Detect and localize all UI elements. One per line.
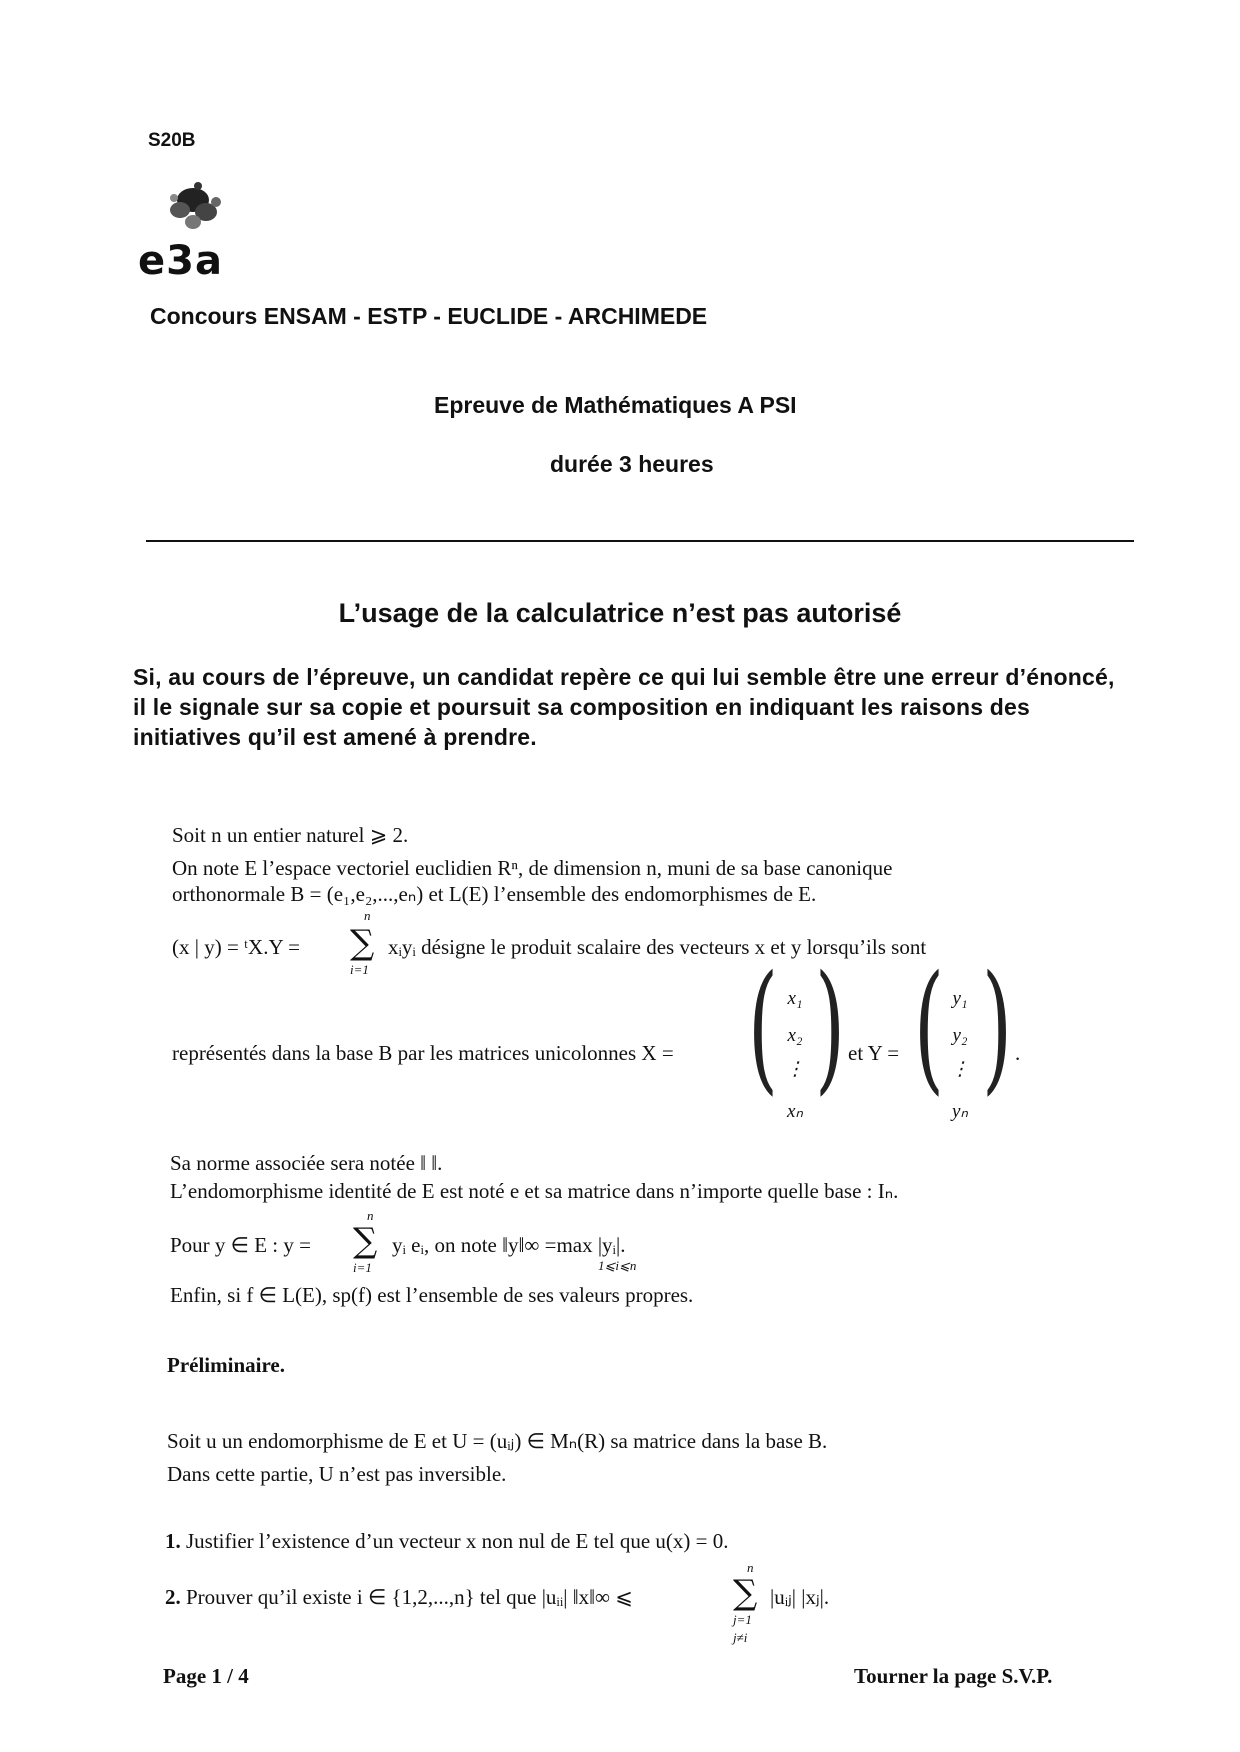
matrix-y-entry: y₂ <box>952 1025 968 1046</box>
prelim-line-1: Soit u un endomorphisme de E et U = (uᵢⱼ) ∈ Mₙ(R) sa matrice dans la base B. <box>167 1429 828 1453</box>
turn-page-note: Tourner la page S.V.P. <box>854 1664 1053 1688</box>
infinity-norm-lhs: Pour y ∈ E : y = <box>170 1233 311 1257</box>
matrix-x-left-paren: ( <box>748 946 779 1109</box>
sum-lower-bound: j=1 <box>733 1612 752 1627</box>
matrix-x-entry: ⋮ <box>785 1059 805 1080</box>
exam-code: S20B <box>148 130 196 151</box>
sum-lower-bound: i=1 <box>350 962 369 977</box>
question-2 <box>165 1584 633 1610</box>
question-2-rhs: |uᵢⱼ| |xⱼ|. <box>770 1585 830 1609</box>
sum-symbol: ∑ <box>350 923 375 963</box>
matrix-x-entry: x₁ <box>787 988 803 1009</box>
matrix-y-label: et Y = <box>848 1041 900 1065</box>
matrix-y-entry: y₁ <box>952 988 968 1009</box>
matrix-period: . <box>1015 1041 1021 1065</box>
exam-title: Epreuve de Mathématiques A PSI <box>434 392 797 418</box>
sum-upper-bound: n <box>364 908 371 923</box>
question-text: Justifier l’existence d’un vecteur x non nul de E tel que u(x) = 0. <box>186 1529 729 1553</box>
intro-line-3: orthonormale B = (e₁,e₂,...,eₙ) et L(E) l’ensemble des endomorphismes de E. <box>172 882 817 906</box>
identity-line: L’endomorphisme identité de E est noté e et sa matrice dans n’importe quelle base : Iₙ. <box>170 1179 899 1203</box>
exam-duration: durée 3 heures <box>550 451 714 477</box>
sum-lower-bound: i=1 <box>353 1260 372 1275</box>
question-1 <box>165 1528 729 1554</box>
question-number: 2. <box>165 1585 181 1609</box>
question-text: Prouver qu’il existe i ∈ {1,2,...,n} tel que |uᵢᵢ| ‖x‖∞ ⩽ <box>186 1585 633 1609</box>
intro-line-2: On note E l’espace vectoriel euclidien Rⁿ, de dimension n, muni de sa base canonique <box>172 856 893 880</box>
contest-title: Concours ENSAM - ESTP - EUCLIDE - ARCHIMEDE <box>150 303 708 329</box>
max-subscript: 1⩽i⩽n <box>598 1258 637 1273</box>
matrix-x-right-paren: ) <box>815 946 846 1109</box>
matrix-x-entry: x₂ <box>787 1025 803 1046</box>
question-number: 1. <box>165 1529 181 1553</box>
prelim-line-2: Dans cette partie, U n’est pas inversible. <box>167 1462 507 1486</box>
norm-line: Sa norme associée sera notée ‖ ‖. <box>170 1151 443 1175</box>
section-heading: Préliminaire. <box>167 1353 285 1377</box>
scalar-product-lhs: (x | y) = ᵗX.Y = <box>172 935 300 959</box>
header-divider <box>146 540 1134 542</box>
column-matrices-text: représentés dans la base B par les matrices unicolonnes X = <box>172 1041 674 1065</box>
infinity-norm-rhs: yᵢ eᵢ, on note ‖y‖∞ =max |yᵢ|. <box>392 1233 626 1257</box>
calculator-notice: L’usage de la calculatrice n’est pas autorisé <box>338 598 902 628</box>
scalar-product-rhs: xᵢyᵢ désigne le produit scalaire des vecteurs x et y lorsqu’ils sont <box>388 935 927 959</box>
spectrum-line: Enfin, si f ∈ L(E), sp(f) est l’ensemble de ses valeurs propres. <box>170 1283 694 1307</box>
intro-line-1: Soit n un entier naturel ⩾ 2. <box>172 823 409 847</box>
sum-symbol: ∑ <box>353 1221 378 1261</box>
logo-text: e3a <box>138 238 223 284</box>
sum-upper-bound: n <box>367 1208 374 1223</box>
error-notice: Si, au cours de l’épreuve, un candidat repère ce qui lui semble être une erreur d’énoncé, il le signale sur sa copie et poursuit sa composition en indiquant les raisons des initiatives qu’il est amené à prendre. <box>133 664 1115 750</box>
sum-upper-bound: n <box>747 1560 754 1575</box>
matrix-x-entry: xₙ <box>786 1101 803 1122</box>
matrix-y-left-paren: ( <box>914 946 945 1109</box>
matrix-y-entry: yₙ <box>951 1101 968 1122</box>
page-number: Page 1 / 4 <box>163 1664 249 1688</box>
sum-symbol: ∑ <box>733 1573 758 1613</box>
matrix-y-right-paren: ) <box>982 946 1013 1109</box>
sum-lower-bound: j≠i <box>733 1630 748 1645</box>
matrix-y-entry: ⋮ <box>950 1059 970 1080</box>
